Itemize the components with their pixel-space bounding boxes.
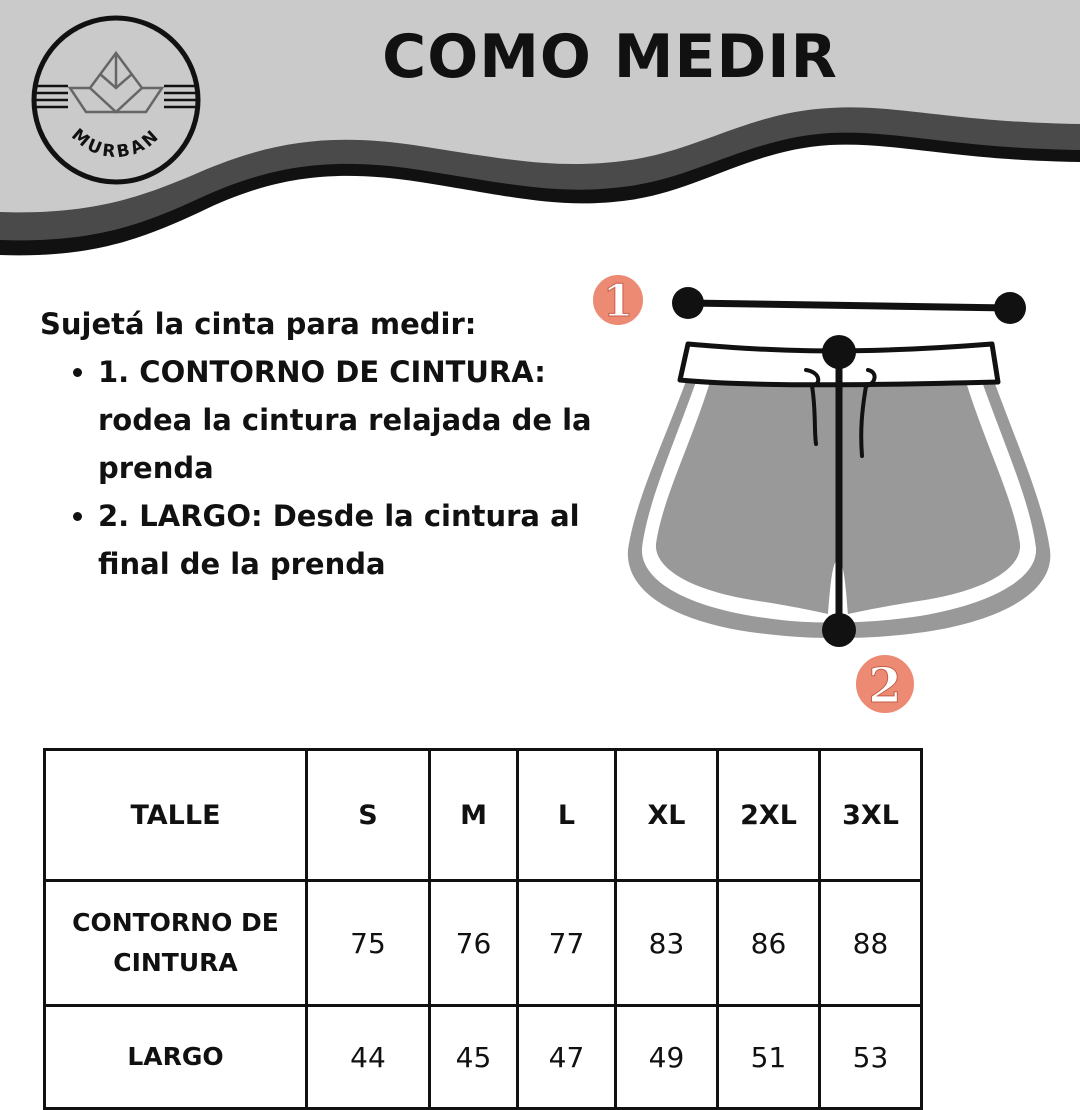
table-cell: 77: [518, 881, 616, 1006]
table-row-waist: [45, 881, 922, 1006]
table-cell: 51: [718, 1006, 820, 1109]
header-cell-xl: XL: [616, 750, 718, 881]
marker-1-label: 1: [602, 276, 634, 327]
table-cell: 83: [616, 881, 718, 1006]
table-cell: 49: [616, 1006, 718, 1109]
marker-1: [587, 269, 649, 331]
row-label-length: LARGO: [45, 1006, 307, 1109]
table-cell: 45: [430, 1006, 518, 1109]
instructions: [40, 300, 600, 588]
table-cell: 75: [307, 881, 430, 1006]
header-cell-3xl: 3XL: [820, 750, 922, 881]
brand-name: MURBAN: [67, 124, 165, 163]
row-label-waist: CONTORNO DE CINTURA: [45, 881, 307, 1006]
table-cell: 44: [307, 1006, 430, 1109]
table-row-length: [45, 1006, 922, 1109]
table-cell: 76: [430, 881, 518, 1006]
marker-2: [850, 649, 920, 719]
header-cell-m: M: [430, 750, 518, 881]
waist-measurement-line: [672, 287, 1026, 324]
table-cell: 88: [820, 881, 922, 1006]
murban-logo: [28, 8, 208, 188]
size-table: [43, 748, 923, 1110]
table-header-row: [45, 750, 922, 881]
instruction-length: • 2. LARGO: Desde la cintura al final de la prenda: [98, 492, 600, 588]
table-cell: 86: [718, 881, 820, 1006]
instruction-waist: • 1. CONTORNO DE CINTURA: rodea la cintura relajada de la prenda: [98, 348, 600, 492]
header-cell-l: L: [518, 750, 616, 881]
instructions-list: [40, 348, 600, 588]
header-cell-s: S: [307, 750, 430, 881]
table-cell: 47: [518, 1006, 616, 1109]
header-cell-size: TALLE: [45, 750, 307, 881]
page-title: COMO MEDIR: [382, 22, 838, 92]
instructions-intro: Sujetá la cinta para medir:: [40, 307, 477, 341]
table-cell: 53: [820, 1006, 922, 1109]
header-cell-2xl: 2XL: [718, 750, 820, 881]
marker-2-label: 2: [868, 658, 902, 714]
shorts-measurement-diagram: [580, 260, 1060, 730]
